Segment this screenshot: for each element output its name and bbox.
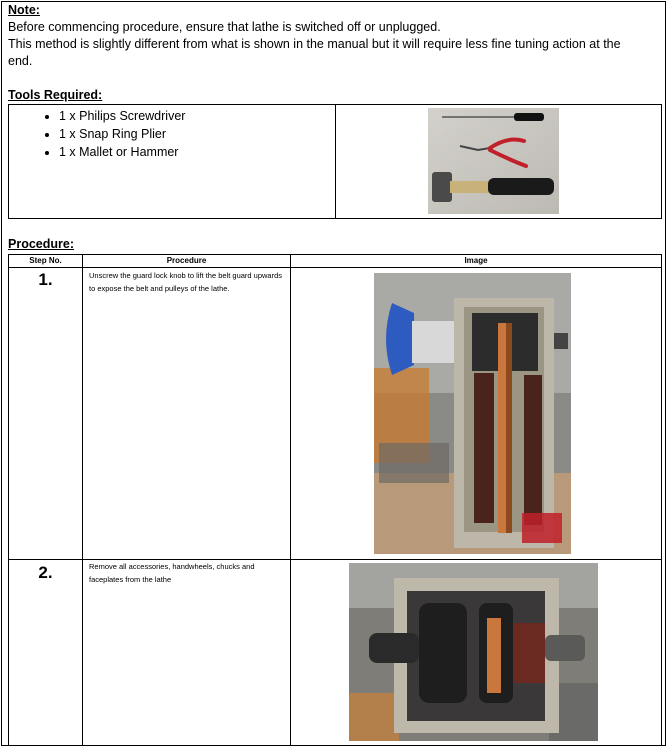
note-line-1: Before commencing procedure, ensure that lathe is switched off or unplugged. (8, 20, 441, 34)
step-description: Remove all accessories, handwheels, chucks and faceplates from the lathe (89, 562, 255, 584)
step-description: Unscrew the guard lock knob to lift the belt guard upwards to expose the belt and pulleys of the lathe. (89, 271, 283, 293)
procedure-heading: Procedure: (8, 237, 74, 251)
column-divider (82, 255, 83, 745)
tools-table (8, 104, 662, 219)
tools-heading: Tools Required: (8, 88, 103, 102)
step-2-photo (349, 563, 598, 741)
step-number: 1. (38, 270, 53, 289)
tools-list (9, 107, 185, 161)
column-divider (290, 255, 291, 745)
step-number: 2. (38, 563, 53, 582)
tool-item: • 1 x Snap Ring Plier (59, 125, 185, 143)
note-heading: Note: (8, 3, 40, 17)
tools-photo (428, 108, 559, 214)
note-line-2: This method is slightly different from what is shown in the manual but it will require less fine tuning action at the (8, 37, 621, 51)
tool-item: • 1 x Mallet or Hammer (59, 143, 185, 161)
column-header-procedure: Procedure (166, 256, 207, 265)
header-divider (9, 267, 661, 268)
column-header-step: Step No. (29, 256, 62, 265)
step-1-photo (374, 273, 571, 554)
tool-item: • 1 x Philips Screwdriver (59, 107, 185, 125)
procedure-table (8, 254, 662, 746)
note-line-3: end. (8, 54, 33, 68)
tools-divider (335, 105, 336, 218)
column-header-image: Image (464, 256, 488, 265)
